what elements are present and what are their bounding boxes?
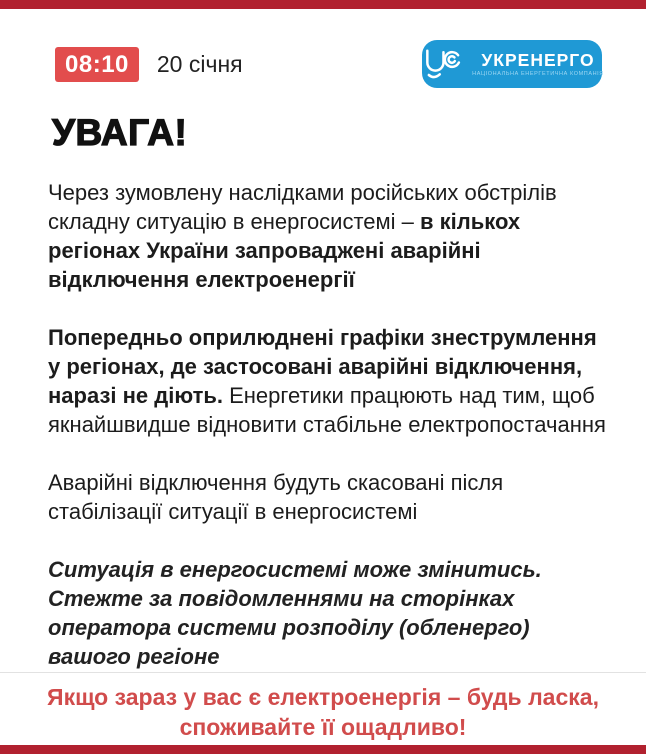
paragraph-schedules-bold: Попередньо оприлюднені графіки знеструмлення у регіонах, де застосовані аварійні відключення, наразі не діють. [48,325,597,408]
ukrenergo-logo [422,40,602,88]
logo-tagline: НАЦІОНАЛЬНА ЕНЕРГЕТИЧНА КОМПАНІЯ [472,71,604,78]
logo-text [472,51,604,77]
paragraph-follow-updates: Ситуація в енергосистемі може змінитись. Стежте за повідомленнями на сторінках оператора системи розподілу (обленерго) вашого регіоне [48,557,542,669]
page-title: УВАГА! [52,112,188,153]
footer [0,682,646,742]
time-badge: 08:10 [55,47,139,82]
ukrenergo-logo-mark [420,45,464,83]
paragraph-cancellation: Аварійні відключення будуть скасовані після стабілізації ситуації в енергосистемі [48,470,504,524]
announcement-body [48,178,606,700]
paragraph-schedules-normal: Енергетики працюють над тим, щоб якнайшвидше відновити стабільне електропостачання [48,383,606,437]
paragraph-cause-normal: Через зумовлену наслідками російських обстрілів складну ситуацію в енергосистемі – [48,180,557,234]
paragraph-cause-bold: в кількох регіонах України запроваджені аварійні відключення електроенергії [48,209,521,292]
date-label: 20 січня [156,50,243,77]
divider [0,672,646,673]
logo-wordmark: УКРЕНЕРГО [481,49,595,70]
footer-message: Якщо зараз у вас є електроенергія – будь ласка, споживайте її ощадливо! [47,684,599,740]
paragraph-cause [48,178,606,294]
paragraph-schedules [48,323,606,439]
header [55,40,602,88]
top-accent-bar [0,0,646,9]
bottom-accent-bar [0,745,646,754]
